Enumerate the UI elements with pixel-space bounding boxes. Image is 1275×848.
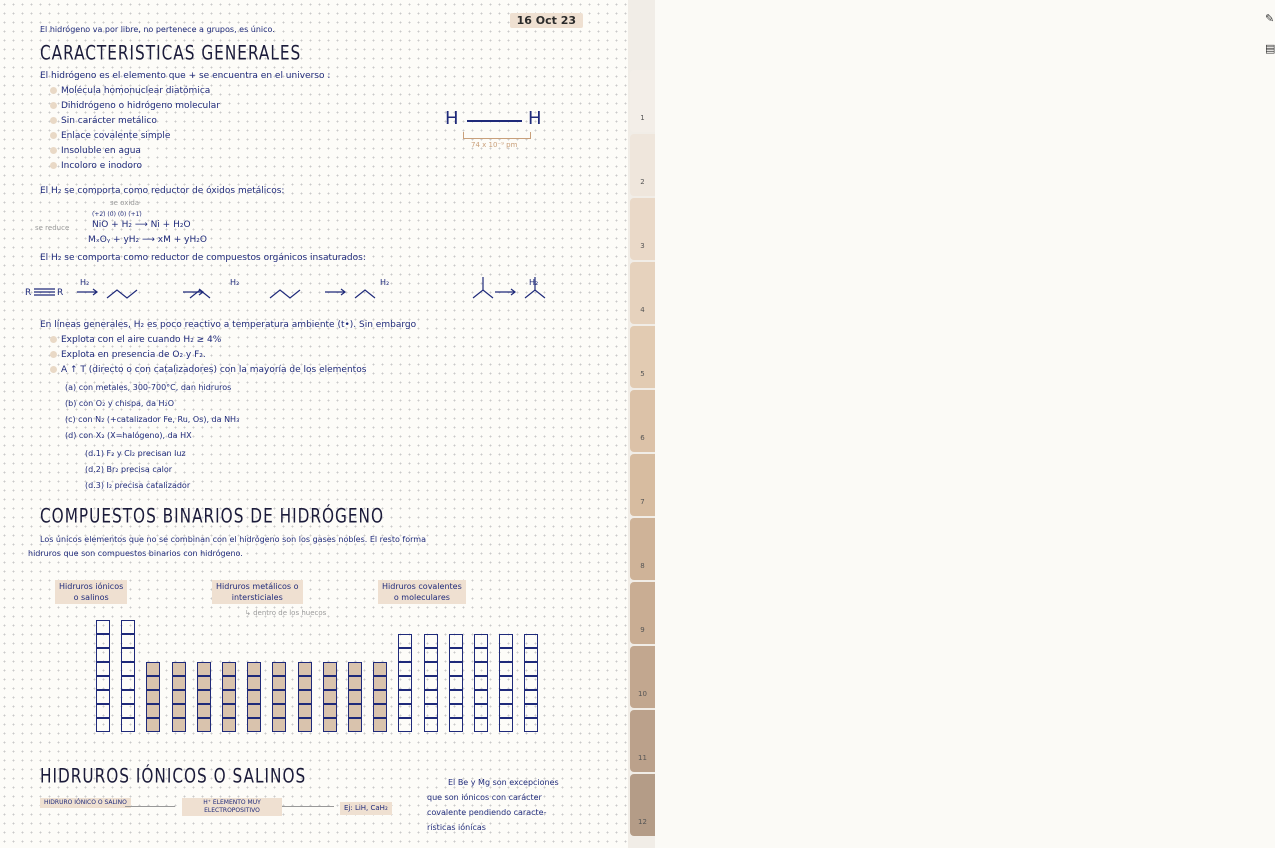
svg-text:H₂: H₂ <box>230 278 240 287</box>
periodic-cell <box>146 676 160 690</box>
atom-right: H <box>528 108 542 129</box>
periodic-cell <box>96 620 110 634</box>
svg-text:R: R <box>57 288 64 298</box>
periodic-cell <box>424 648 438 662</box>
heading-ionic: HIDRUROS IÓNICOS O SALINOS <box>40 765 307 788</box>
ionic-note-line: que son iónicos con carácter <box>427 793 542 802</box>
svg-text:R: R <box>25 288 32 298</box>
periodic-cell <box>298 704 312 718</box>
bullet-item: Insoluble en agua <box>50 146 141 157</box>
flow-box-hydride: HIDRURO IÓNICO O SALINO <box>40 798 131 808</box>
periodic-cell <box>96 662 110 676</box>
periodic-cell <box>398 676 412 690</box>
periodic-cell <box>398 634 412 648</box>
intro-text: El hidrógeno va por libre, no pertenece a grupos, es único. <box>40 25 275 34</box>
periodic-cell <box>272 662 286 676</box>
periodic-cell <box>323 662 337 676</box>
periodic-cell <box>222 662 236 676</box>
periodic-cell <box>121 634 135 648</box>
periodic-cell <box>146 662 160 676</box>
periodic-cell <box>197 662 211 676</box>
periodic-cell <box>272 718 286 732</box>
h2-molecule-diagram <box>445 108 555 153</box>
conditions-intro: En líneas generales, H₂ es poco reactivo a temperatura ambiente (t•). Sin embargo <box>40 320 417 330</box>
notebook-icon[interactable]: ▤ <box>1265 42 1275 55</box>
periodic-cell <box>474 662 488 676</box>
periodic-cell <box>449 676 463 690</box>
sub-condition: (c) con N₂ (+catalizador Fe, Ru, Os), da NH₃ <box>65 415 240 424</box>
periodic-cell <box>197 718 211 732</box>
tab-6[interactable]: 6 <box>630 390 655 452</box>
condition-item: A ↑ T (directo o con catalizadores) con la mayoría de los elementos <box>50 365 366 376</box>
periodic-cell <box>222 718 236 732</box>
tab-3[interactable]: 3 <box>630 198 655 260</box>
tab-1[interactable]: 1 <box>630 70 655 132</box>
periodic-cell <box>96 634 110 648</box>
periodic-cell <box>247 676 261 690</box>
periodic-cell <box>398 648 412 662</box>
periodic-cell <box>449 704 463 718</box>
reaction-nio: NiO + H₂ ⟶ Ni + H₂O <box>92 220 191 230</box>
periodic-cell <box>222 704 236 718</box>
periodic-cell <box>524 676 538 690</box>
periodic-cell <box>499 676 513 690</box>
periodic-cell <box>499 648 513 662</box>
bond-length-label: 74 x 10⁻⁹ pm <box>471 141 518 149</box>
periodic-cell <box>272 704 286 718</box>
date-label: 16 Oct 23 <box>510 13 583 28</box>
periodic-cell <box>247 718 261 732</box>
atom-left: H <box>445 108 459 129</box>
periodic-cell <box>298 718 312 732</box>
periodic-cell <box>499 690 513 704</box>
bond-bracket <box>463 132 531 139</box>
periodic-cell <box>398 718 412 732</box>
halogen-note: (d.3) I₂ precisa catalizador <box>85 481 191 490</box>
periodic-cell <box>323 676 337 690</box>
sub-condition: (b) con O₂ y chispa, da H₂O <box>65 399 175 408</box>
periodic-cell <box>323 718 337 732</box>
periodic-cell <box>172 690 186 704</box>
periodic-cell <box>524 718 538 732</box>
periodic-cell <box>474 718 488 732</box>
periodic-cell <box>474 648 488 662</box>
hydride-box-metallic: Hidruros metálicos o intersticiales <box>212 580 303 604</box>
periodic-cell <box>373 662 387 676</box>
periodic-cell <box>398 690 412 704</box>
binary-line1: Los únicos elementos que no se combinan con el hidrógeno son los gases nobles. El resto forma <box>40 535 426 544</box>
periodic-cell <box>499 662 513 676</box>
periodic-cell <box>96 690 110 704</box>
periodic-cell <box>121 704 135 718</box>
periodic-cell <box>524 634 538 648</box>
periodic-cell <box>172 662 186 676</box>
periodic-cell <box>121 676 135 690</box>
condition-item: Explota en presencia de O₂ y F₂. <box>50 350 206 361</box>
periodic-cell <box>499 718 513 732</box>
periodic-cell <box>424 634 438 648</box>
bond-line <box>467 120 522 122</box>
oxidation-states: (+2) (0) (0) (+1) <box>92 211 142 218</box>
periodic-cell <box>197 690 211 704</box>
periodic-cell <box>172 704 186 718</box>
periodic-cell <box>524 704 538 718</box>
reductor-line: El H₂ se comporta como reductor de óxidos metálicos: <box>40 186 285 196</box>
tab-10[interactable]: 10 <box>630 646 655 708</box>
ionic-note-line: El Be y Mg son excepciones <box>448 778 559 787</box>
notebook-page <box>0 0 628 848</box>
periodic-cell <box>474 634 488 648</box>
hydride-box-ionic: Hidruros iónicos o salinos <box>55 580 127 604</box>
h2-label: H₂ <box>80 278 90 287</box>
periodic-cell <box>499 634 513 648</box>
se-oxida-label: se oxida <box>110 199 140 207</box>
periodic-cell <box>424 704 438 718</box>
box-note: ↳ dentro de los huecos <box>245 609 327 617</box>
ionic-note-line: covalente pendiendo caracte- <box>427 808 547 817</box>
periodic-cell <box>449 718 463 732</box>
periodic-cell <box>146 690 160 704</box>
se-reduce-label: se reduce <box>35 224 70 232</box>
periodic-cell <box>96 704 110 718</box>
periodic-cell <box>474 704 488 718</box>
periodic-cell <box>197 704 211 718</box>
periodic-cell <box>524 648 538 662</box>
periodic-cell <box>424 690 438 704</box>
periodic-cell <box>524 662 538 676</box>
flow-arrow <box>282 806 334 807</box>
periodic-cell <box>398 704 412 718</box>
periodic-cell <box>474 676 488 690</box>
periodic-cell <box>298 676 312 690</box>
general-intro: El hidrógeno es el elemento que + se encuentra en el universo : <box>40 71 331 81</box>
tab-8[interactable]: 8 <box>630 518 655 580</box>
bullet-item: Enlace covalente simple <box>50 131 170 142</box>
periodic-cell <box>172 718 186 732</box>
periodic-cell <box>222 690 236 704</box>
periodic-cell <box>348 662 362 676</box>
pen-icon[interactable]: ✎ <box>1265 12 1275 25</box>
periodic-cell <box>121 620 135 634</box>
sub-condition: (d) con X₂ (X=halógeno), da HX <box>65 431 192 440</box>
periodic-cell <box>449 648 463 662</box>
flow-box-example: Ej: LiH, CaH₂ <box>340 802 392 815</box>
periodic-cell <box>348 676 362 690</box>
bullet-item: Sin carácter metálico <box>50 116 157 127</box>
tab-4[interactable]: 4 <box>630 262 655 324</box>
periodic-cell <box>298 662 312 676</box>
periodic-cell <box>121 718 135 732</box>
tab-9[interactable]: 9 <box>630 582 655 644</box>
tab-5[interactable]: 5 <box>630 326 655 388</box>
reaction-general: MₓOᵧ + yH₂ ⟶ xM + yH₂O <box>88 235 207 245</box>
tab-11[interactable]: 11 <box>630 710 655 772</box>
periodic-cell <box>96 648 110 662</box>
periodic-cell <box>474 690 488 704</box>
periodic-cell <box>323 704 337 718</box>
periodic-cell <box>247 662 261 676</box>
bullet-item: Dihidrógeno o hidrógeno molecular <box>50 101 220 112</box>
heading-general: CARACTERISTICAS GENERALES <box>40 42 302 65</box>
flow-arrow <box>125 806 175 807</box>
bullet-item: Molécula homonuclear diatómica <box>50 86 210 97</box>
organic-line: El H₂ se comporta como reductor de compuestos orgánicos insaturados: <box>40 253 366 263</box>
periodic-cell <box>373 704 387 718</box>
periodic-cell <box>96 676 110 690</box>
svg-text:H₂: H₂ <box>529 278 539 287</box>
tab-12[interactable]: 12 <box>630 774 655 836</box>
tab-7[interactable]: 7 <box>630 454 655 516</box>
periodic-cell <box>146 704 160 718</box>
condition-item: Explota con el aire cuando H₂ ≥ 4% <box>50 335 221 346</box>
periodic-cell <box>499 704 513 718</box>
periodic-cell <box>348 718 362 732</box>
halogen-note: (d.2) Br₂ precisa calor <box>85 465 173 474</box>
periodic-cell <box>373 718 387 732</box>
bullet-item: Incoloro e inodoro <box>50 161 142 172</box>
halogen-note: (d.1) F₂ y Cl₂ precisan luz <box>85 449 186 458</box>
periodic-cell <box>424 662 438 676</box>
periodic-cell <box>197 676 211 690</box>
periodic-cell <box>146 718 160 732</box>
ionic-note-line: rísticas iónicas <box>427 823 486 832</box>
periodic-cell <box>121 648 135 662</box>
tab-strip <box>628 0 1275 848</box>
periodic-cell <box>348 690 362 704</box>
organic-reactions-diagram <box>25 265 625 310</box>
binary-line2: hidruros que son compuestos binarios con hidrógeno. <box>28 549 243 558</box>
flow-box-element: H⁺ ELEMENTO MUY ELECTROPOSITIVO <box>182 798 282 816</box>
periodic-cell <box>373 676 387 690</box>
hydride-box-covalent: Hidruros covalentes o moleculares <box>378 580 466 604</box>
periodic-table-diagram <box>96 620 546 755</box>
periodic-cell <box>449 690 463 704</box>
periodic-cell <box>247 690 261 704</box>
periodic-cell <box>172 676 186 690</box>
periodic-cell <box>424 718 438 732</box>
periodic-cell <box>247 704 261 718</box>
periodic-cell <box>272 676 286 690</box>
periodic-cell <box>524 690 538 704</box>
periodic-cell <box>323 690 337 704</box>
svg-text:H₂: H₂ <box>380 278 390 287</box>
periodic-cell <box>298 690 312 704</box>
periodic-cell <box>96 718 110 732</box>
periodic-cell <box>398 662 412 676</box>
periodic-cell <box>121 662 135 676</box>
periodic-cell <box>449 662 463 676</box>
periodic-cell <box>348 704 362 718</box>
tab-2[interactable]: 2 <box>630 134 655 196</box>
periodic-cell <box>222 676 236 690</box>
periodic-cell <box>449 634 463 648</box>
periodic-cell <box>272 690 286 704</box>
sub-condition: (a) con metales, 300-700°C, dan hidruros <box>65 383 232 392</box>
periodic-cell <box>424 676 438 690</box>
periodic-cell <box>373 690 387 704</box>
periodic-cell <box>121 690 135 704</box>
heading-binary: COMPUESTOS BINARIOS DE HIDRÓGENO <box>40 505 385 528</box>
